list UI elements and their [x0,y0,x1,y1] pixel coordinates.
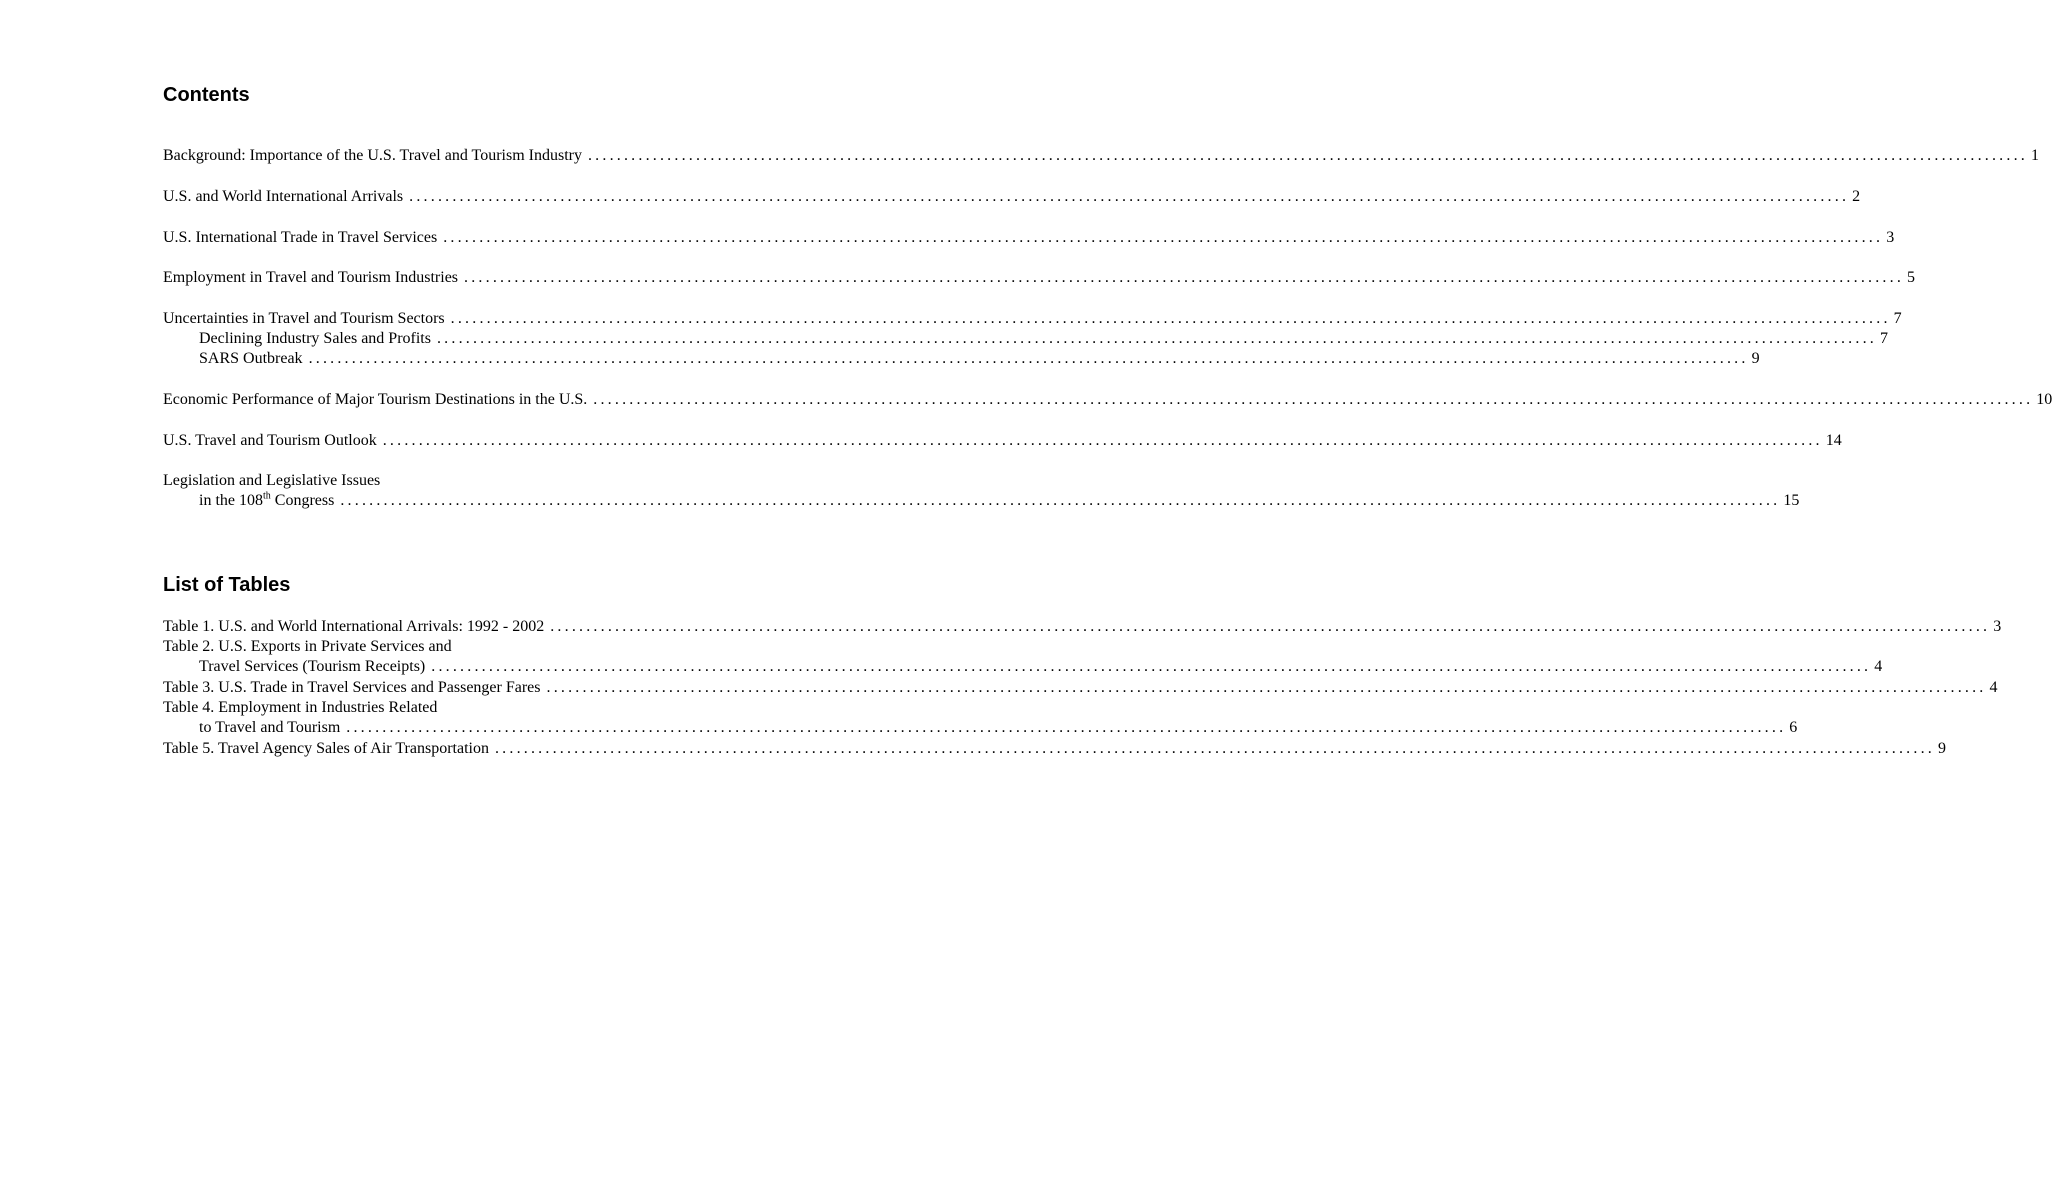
toc-entry-title: Background: Importance of the U.S. Travel and Tourism Industry [163,147,582,164]
dot-leader: ........................................................................................................................................................................................................ [340,492,1781,509]
table-entry-page: 4 [1874,658,1883,675]
table-entry-title: Table 5. Travel Agency Sales of Air Transportation [163,740,489,757]
toc-entry-page: 7 [1879,330,1888,347]
toc-entry[interactable] [163,471,758,491]
toc-entry[interactable] [163,309,1902,329]
table-entry[interactable] [163,739,1946,759]
table-entry[interactable] [163,678,1998,698]
dot-leader: ........................................................................................................................................................................................................ [346,719,1787,736]
table-entry-title: Travel Services (Tourism Receipts) [199,658,426,675]
toc-entry-title: Declining Industry Sales and Profits [199,330,431,347]
toc-entry[interactable] [163,431,1842,451]
dot-leader: ........................................................................................................................................................................................................ [382,432,1823,449]
toc-entry-title: in the 108th Congress [199,490,335,509]
toc-entry-title: Economic Performance of Major Tourism Destinations in the U.S. [163,391,588,408]
toc-entry[interactable] [163,187,1861,207]
toc-entry-title: U.S. Travel and Tourism Outlook [163,432,377,449]
toc-entry-continuation[interactable] [199,490,1800,511]
dot-leader: ........................................................................................................................................................................................................ [593,391,2034,408]
toc-entry-page: 14 [1825,432,1842,449]
table-entry-page: 9 [1937,740,1946,757]
dot-leader: ........................................................................................................................................................................................................ [409,188,1850,205]
toc-entry-page: 3 [1886,229,1895,246]
table-entry-continuation[interactable] [199,657,1883,677]
table-entry-title: Table 2. U.S. Exports in Private Services and [163,638,452,655]
table-entry-title: Table 4. Employment in Industries Related [163,699,438,716]
toc-entry-page: 15 [1783,492,1800,509]
ordinal-suffix: th [263,490,271,502]
table-entry-page: 3 [1993,618,2002,635]
table-entry-page: 6 [1789,719,1798,736]
table-entry-title: Table 1. U.S. and World International Arrivals: 1992 - 2002 [163,618,545,635]
toc-entry-title: U.S. International Trade in Travel Services [163,229,438,246]
toc-entry[interactable] [163,228,1895,248]
table-entry[interactable] [163,617,2002,637]
toc-entry-title: Legislation and Legislative Issues [163,472,381,489]
toc-entry-title: Employment in Travel and Tourism Industries [163,269,459,286]
toc-entry-title: U.S. and World International Arrivals [163,188,404,205]
toc-entry-page: 10 [2036,391,2052,408]
toc-entry[interactable] [163,390,2052,410]
table-entry-title: Table 3. U.S. Trade in Travel Services and Passenger Fares [163,679,541,696]
toc-entry-page: 2 [1852,188,1861,205]
dot-leader: ........................................................................................................................................................................................................ [443,229,1884,246]
table-entry-title: to Travel and Tourism [199,719,341,736]
dot-leader: ........................................................................................................................................................................................................ [494,740,1935,757]
dot-leader: ........................................................................................................................................................................................................ [308,350,1749,367]
table-entry[interactable] [163,637,758,657]
toc-subentry[interactable] [199,349,1760,369]
toc-entry-title: Uncertainties in Travel and Tourism Sectors [163,310,445,327]
dot-leader: ........................................................................................................................................................................................................ [550,618,1991,635]
dot-leader: ........................................................................................................................................................................................................ [450,310,1891,327]
toc-entry-title: SARS Outbreak [199,350,303,367]
list-of-tables-heading: List of Tables [163,574,291,596]
dot-leader: ........................................................................................................................................................................................................ [436,330,1877,347]
table-entry-page: 4 [1989,679,1998,696]
contents-heading: Contents [163,84,250,106]
toc-entry-page: 5 [1907,269,1916,286]
dot-leader: ........................................................................................................................................................................................................ [464,269,1905,286]
toc-entry-page: 1 [2030,147,2039,164]
table-entry[interactable] [163,698,758,718]
toc-entry[interactable] [163,146,2039,166]
toc-entry-page: 9 [1751,350,1760,367]
dot-leader: ........................................................................................................................................................................................................ [587,147,2028,164]
toc-entry-page: 7 [1893,310,1902,327]
toc-subentry[interactable] [199,329,1888,349]
toc-entry[interactable] [163,268,1916,288]
table-entry-continuation[interactable] [199,718,1798,738]
dot-leader: ........................................................................................................................................................................................................ [431,658,1872,675]
dot-leader: ........................................................................................................................................................................................................ [546,679,1987,696]
